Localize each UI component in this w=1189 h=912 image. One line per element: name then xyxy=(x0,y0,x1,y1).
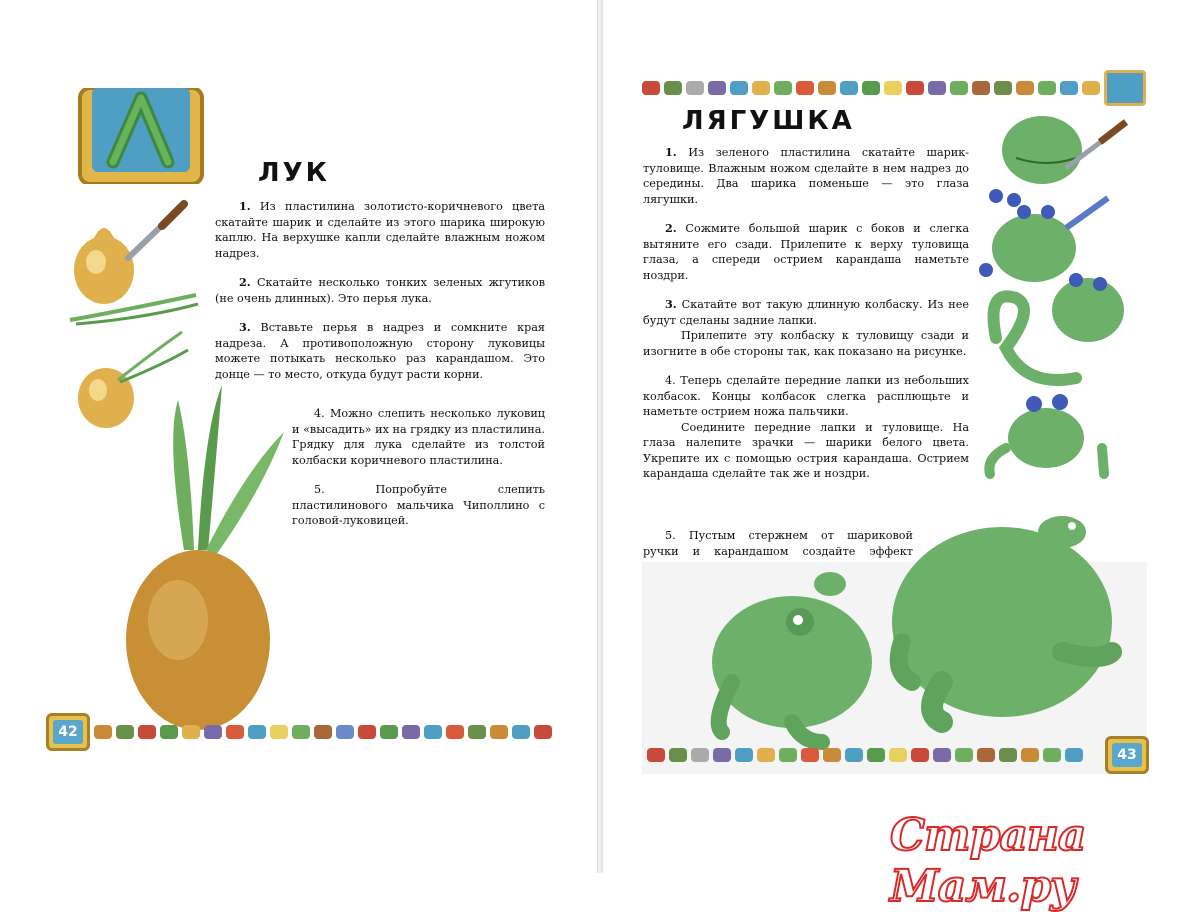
decor-strip-right-top xyxy=(638,70,1154,106)
step-1: 1. Из пластилина золотисто-коричневого цвета скатайте шарик и сделайте из этого шарика широкую каплю. На верхушке капли сделайте влажным ножом надрез. xyxy=(215,199,545,260)
frog-instructions xyxy=(643,145,969,496)
frog-steps-illustration xyxy=(976,108,1138,518)
site-watermark: Страна Мам.ру xyxy=(890,810,1086,912)
step-2: 2. Скатайте несколько тонких зеленых жгутиков (не очень длинных). Это перья лука. xyxy=(215,275,545,305)
frog-figurines xyxy=(642,492,1147,774)
page-title-onion: ЛУК xyxy=(258,158,330,188)
frog-step-3-extra: Прилепите эту колбаску к туловищу сзади и изогните в обе стороны так, как показано на рисунке. xyxy=(643,329,969,358)
frog-step-5: 5. Пустым стержнем от шариковой ручки и карандашом создайте эффект xyxy=(643,529,913,558)
step-4: 4. Можно слепить несколько луковиц и «высадить» их на грядку из пластилина. Грядку для лука сделайте из толстой колбаски коричневого пластилина. xyxy=(292,407,545,467)
decor-strip-right-bottom xyxy=(643,736,1153,774)
step-3: 3. Вставьте перья в надрез и сомкните края надреза. А противоположную сторону луковицы можете потыкать несколько раз карандашом. Это донце — то место, откуда будут расти корни. xyxy=(215,320,545,381)
book-spine xyxy=(597,0,603,873)
letter-tile-onion xyxy=(58,88,222,184)
page-number-badge-right: 43 xyxy=(1105,736,1149,774)
frog-step-2: 2. Сожмите большой шарик с боков и слегка вытяните его сзади. Прилепите к верху туловища глаза, а спереди острием карандаша наметьте ноздри. xyxy=(643,221,969,282)
frog-step-4-extra: Соедините передние лапки и туловище. На глаза налепите зрачки — шарики белого цвета. Укрепите их с помощью острия карандаша. Острием карандаша сделайте так же и ноздри. xyxy=(643,420,969,480)
page-title-frog: ЛЯГУШКА xyxy=(682,106,855,136)
page-number-badge: 42 xyxy=(46,713,90,751)
onion-instructions-lower xyxy=(292,406,545,543)
frog-step-1: 1. Из зеленого пластилина скатайте шарик-туловище. Влажным ножом сделайте в нем надрез до середины. Два шарика поменьше — это глаза лягушки. xyxy=(643,145,969,206)
step-5: 5. Попробуйте слепить пластилинового мальчика Чиполлино с головой-луковицей. xyxy=(292,483,545,527)
frog-step-3: 3. Скатайте вот такую длинную колбаску. Из нее будут сделаны задние лапки. xyxy=(643,297,970,327)
onion-instructions xyxy=(215,199,545,396)
frog-step-4: 4. Теперь сделайте передние лапки из небольших колбасок. Концы колбасок слегка расплющьте и наметьте острием ножа пальчики. xyxy=(643,374,969,418)
decor-strip-left xyxy=(42,712,570,752)
